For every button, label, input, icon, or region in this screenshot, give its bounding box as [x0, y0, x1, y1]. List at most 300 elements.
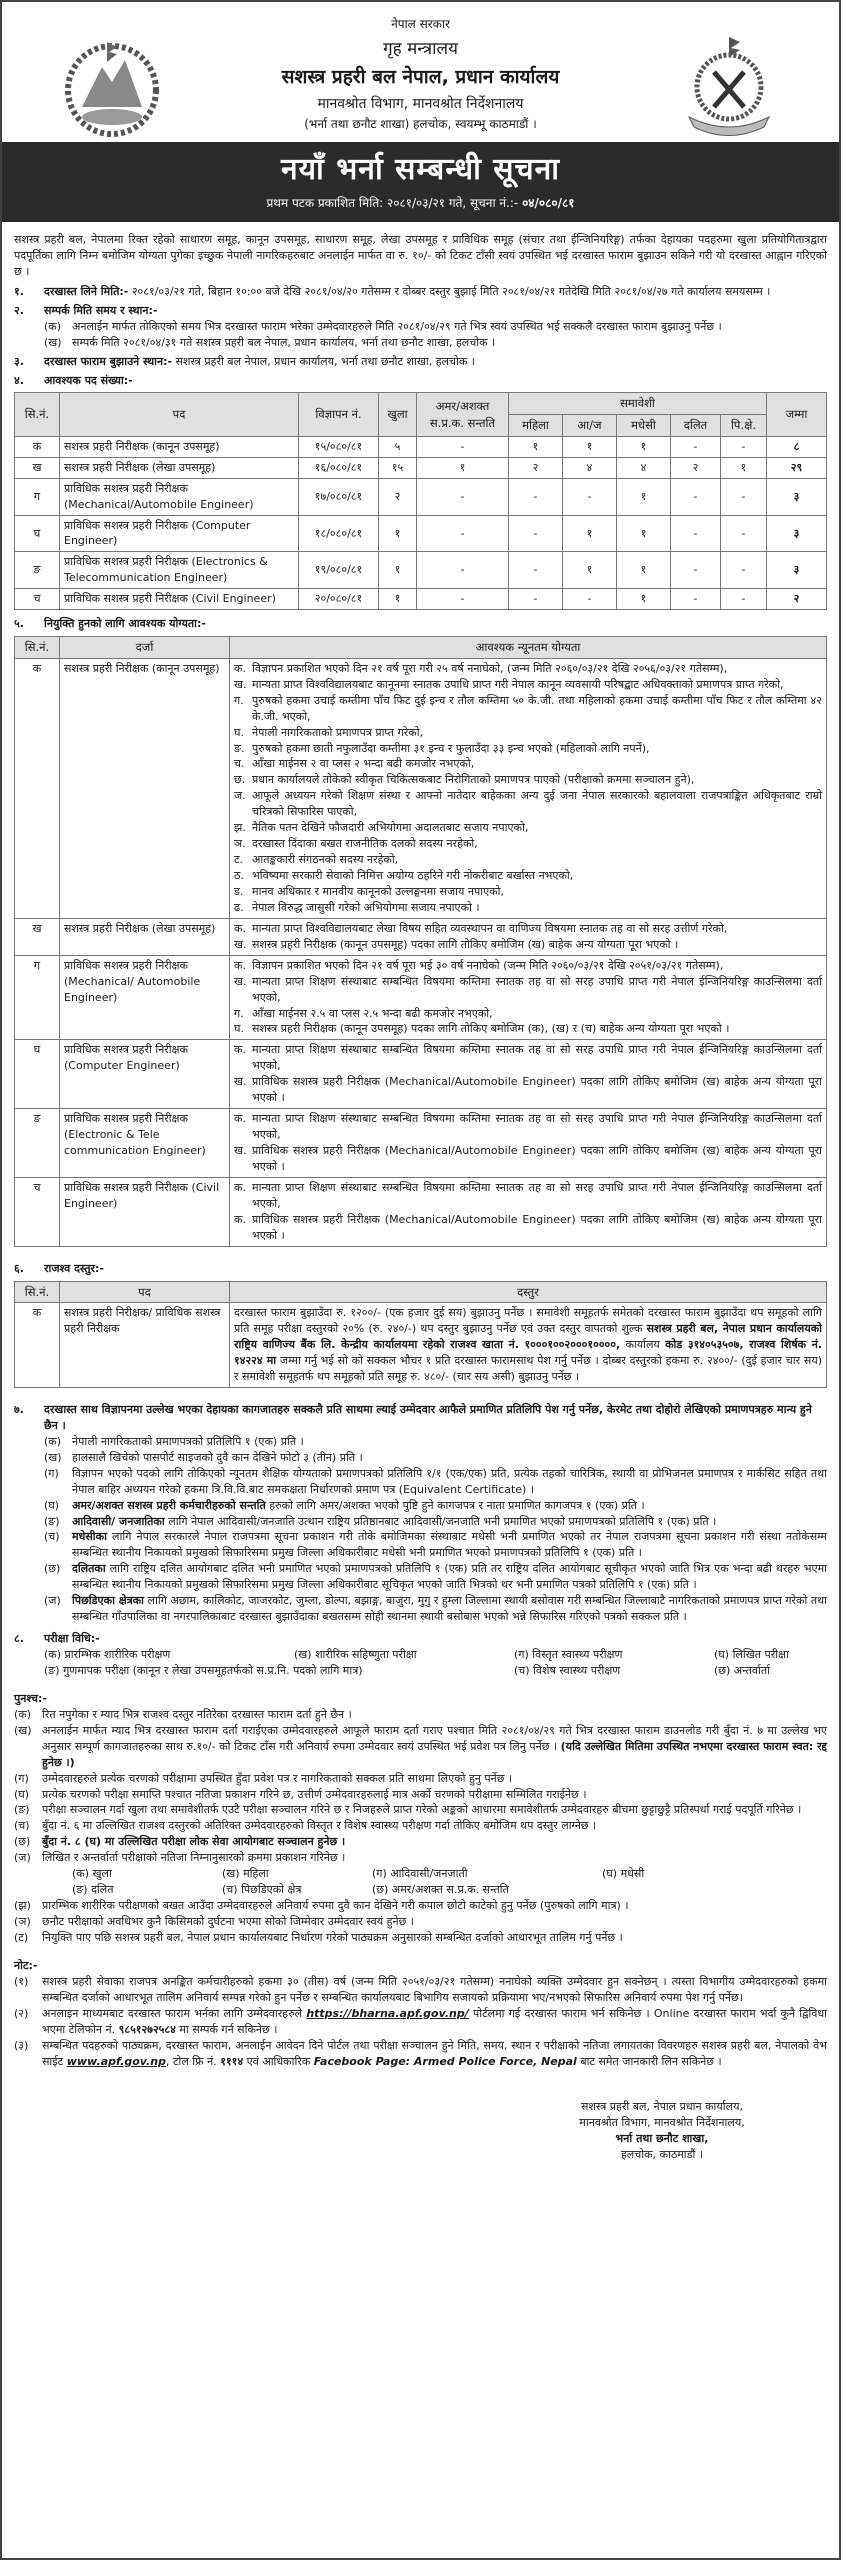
note-text: मा सम्पर्क गर्न सकिनेछ । — [179, 2022, 278, 2036]
item-body — [72, 1593, 827, 1625]
item-body — [72, 1514, 827, 1530]
result-order-item: (क) खुला — [72, 1867, 112, 1881]
item-text: नेपाली नागरिकताको प्रमाणपत्रको प्रतिलिपि १ (एक) प्रति । — [72, 1434, 304, 1448]
item-marker: झ. — [234, 821, 246, 835]
qualification-item — [234, 772, 822, 788]
item-text: मान्यता प्राप्त विश्वविद्यालयबाट कानूनमा स्नातक उपाधि प्राप्त गरी नेपाल कानून व्यवसायी परिषद्बाट अधिवक्ताको प्रमाणपत्र प्राप्त गरेको, — [252, 677, 784, 691]
cell-adv: १८/०८०/८१ — [299, 515, 379, 552]
cell-martyr: १ — [417, 457, 509, 478]
item-marker: (ज) — [44, 1594, 61, 1608]
postscript-item — [14, 1850, 827, 1866]
ministry-label: गृह मन्त्रालय — [383, 39, 458, 60]
item-body — [72, 1450, 827, 1466]
result-order-item: (छ) अमर/अशक्त स.प्र.क. सन्तति — [372, 1883, 509, 1897]
cell-qualifications — [230, 955, 827, 1040]
item-text: लागि राष्ट्रिय दलित आयोगबाट दलित भनी प्रमाणित भएको प्रमाणपत्रको प्रतिलिपि १ (एक) प्रति तर राष्ट्रिय दलित आयोगबाट सूचीकृत भएको जाति भित्र एक भन्दा बढी थरहरु भएमा सम्बन्धित स्थानीय निकायको प्रमुखको सिफारिसमा प्रमुख जिल्ला अधिकारीबाट सूचिकृत भएको जाति भित्रको थर भनी प्रमाणित पत्रको प्रतिलिपि १ (एक) प्रति । — [72, 1562, 827, 1592]
section-label: नियुक्ति हुनको लागि आवश्यक योग्यता:- — [44, 617, 206, 631]
qualification-item — [234, 788, 822, 820]
item-text: नेपाल विरुद्ध जासुसी गरेको अभियोगमा सजाय नपाएको । — [252, 900, 480, 914]
col-qualification: आवश्यक न्यूनतम योग्यता — [230, 637, 827, 659]
item-marker: (छ) — [44, 1562, 61, 1576]
notice-title: नयाँ भर्ना सम्बन्धी सूचना — [280, 152, 561, 187]
col-sn: सि.नं. — [15, 637, 60, 659]
item-marker: ढ. — [234, 900, 244, 914]
qualification-item — [234, 756, 822, 772]
qualification-item — [234, 900, 822, 916]
cell-open: १ — [379, 515, 417, 552]
qualification-item — [234, 852, 822, 868]
item-text: मान्यता प्राप्त शिक्षण संस्थाबाट सम्बन्धित विषयमा कम्तिमा स्नातक तह वा सो सरह उपाधि प्राप्त गरी नेपाल ईन्जिनियरिङ्ग काउन्सिलमा दर्ता भएको, — [252, 1180, 822, 1210]
item-body — [42, 1930, 827, 1946]
item-marker: (च) — [14, 1819, 30, 1833]
note-marker: (२) — [14, 2006, 29, 2020]
cell-qualifications — [230, 918, 827, 955]
cell-backward: - — [721, 436, 767, 457]
postscript-item — [14, 1898, 827, 1914]
item-text: पुरुषको हकमा उचाई कम्तीमा पाँच फिट दुई इन्च र तौल कम्तिमा ५० के.जी. तथा महिलाको हकमा उचाई कम्तीमा पाँच फिट र तौल कम्तिमा ४२ के.जी. भएको, — [252, 693, 822, 723]
postscript-item — [14, 1818, 827, 1834]
cell-madhesi: १ — [617, 515, 671, 552]
apf-emblem-icon — [674, 32, 784, 142]
item-text: लागि नेपाल आदिवासी/जनजाति उत्थान राष्ट्रिय प्रतिष्ठानबाट आदिवासी/जनजाति भनी प्रमाणित भएको प्रमाणपत्रको प्रतिलिपि १ (एक) प्रति । — [168, 1514, 717, 1528]
section-label: राजश्व दस्तुर:- — [44, 1261, 104, 1275]
note-item — [14, 2006, 827, 2038]
signature-line: हलचोक, काठमाडौं । — [620, 2148, 704, 2162]
col-post: पद — [60, 393, 299, 436]
cell-janajati: १ — [563, 552, 617, 589]
cell-sn: ग — [15, 478, 60, 515]
note-text: अनलाइन माध्यमबाट दरखास्त फाराम भर्नका लागि उम्मेदवारहरुले — [42, 2006, 303, 2020]
item-marker: ग. — [234, 1006, 244, 1020]
item-body — [72, 1434, 827, 1450]
cell-rank: सशस्त्र प्रहरी निरीक्षक (लेखा उपसमूह) — [60, 918, 230, 955]
cell-martyr: - — [417, 515, 509, 552]
item-body — [42, 1818, 827, 1834]
item-marker: (ख) — [44, 335, 62, 349]
cell-sn: च — [15, 1177, 60, 1246]
note-item — [14, 1974, 827, 2006]
col-martyr: अमर/अशक्त स.प्र.क. सन्तति — [417, 393, 509, 436]
col-inclusive: समावेशी — [509, 393, 767, 415]
postscript-item — [14, 1834, 827, 1850]
item-body — [42, 1787, 827, 1803]
cell-janajati: १ — [563, 515, 617, 552]
item-bold: पिछडिएका क्षेत्रका — [72, 1594, 145, 1608]
item-marker: (ग) — [44, 1466, 59, 1480]
section-number: ८. — [14, 1632, 24, 1646]
signature-block — [537, 2099, 787, 2163]
cell-rank: प्राविधिक सशस्त्र प्रहरी निरीक्षक (Computer Engineer) — [60, 1040, 230, 1109]
cell-sn: क — [15, 1303, 60, 1388]
cell-open: १ — [379, 552, 417, 589]
toll-free-number: १११४ — [220, 2054, 244, 2068]
item-body — [42, 1802, 827, 1818]
section-label: दरखास्त लिने मिति:- — [44, 284, 129, 298]
item-marker: (ञ) — [14, 1915, 31, 1928]
note-text: सम्बन्धित पदहरुको पाठ्यक्रम, दरखास्त फाराम, अनलाईन आवेदन दिने पोर्टल तथा परीक्षा सञ्चालन हुने मिति, समय, स्थान र परीक्षाको नतिजा लगायतका विवरणहरु सशस्त्र प्रहरी बल, नेपालको वेभ साईट — [42, 2038, 827, 2068]
result-order-item: (ङ) दलित — [72, 1883, 114, 1897]
col-backward: पि.क्षे. — [721, 415, 767, 437]
item-marker: क. — [234, 1180, 246, 1194]
cell-martyr: - — [417, 552, 509, 589]
item-marker: ख. — [234, 1075, 247, 1089]
item-text: अनलाईन मार्फत तोकिएको समय भित्र दरखास्त फाराम भरेका उम्मेदवारहरुले मिति २०८१/०४/२९ गते भित्र स्वयं उपस्थित भई सक्कलै दरखास्त फाराम बुझाउनु पर्नेछ । — [72, 319, 722, 333]
item-body — [42, 1707, 827, 1723]
item-text: आँखा माईनस २ वा प्लस २ भन्दा बढी कमजोर नभएको, — [252, 757, 475, 771]
intro-paragraph: सशस्त्र प्रहरी बल, नेपालमा रिक्त रहेको साधारण समूह, कानून उपसमूह, साधारण समूह, लेखा उपसमूह र प्राविधिक समूह (संचार तथा ईन्जिनियरिङ्ग) तर्फका देहायका पदहरुमा खुला प्रतियोगितात्रद्वारा पदपूर्तिका लागि निम्न बमोजिम योग्यता पुगेका इच्छुक नेपाली नागरिकहरुबाट अनलाईन मार्फत वा रु. १०/- को टिकट टाँसी स्वयं उपस्थित भई दरखास्त फाराम बुझाउन सकिने गरी यो दरखास्त आह्वान गरिएको छ । — [14, 233, 827, 278]
col-fee: दस्तुर — [230, 1281, 827, 1303]
item-marker: (ख) — [44, 1450, 62, 1464]
org-name: सशस्त्र प्रहरी बल नेपाल, प्रधान कार्यालय — [281, 66, 560, 89]
table-row — [15, 589, 827, 610]
qualification-item — [234, 677, 822, 693]
qualification-item — [234, 741, 822, 757]
cell-rank: प्राविधिक सशस्त्र प्रहरी निरीक्षक (Electronic & Tele communication Engineer) — [60, 1109, 230, 1178]
item-text: रित नपुगेका र म्याद भित्र राजश्व दस्तुर नतिरेका दरखास्त फाराम दर्ता हुने छैन । — [42, 1707, 352, 1721]
item-marker: (ग) — [14, 1771, 29, 1785]
qualification-item — [234, 1111, 822, 1143]
qualification-table — [14, 636, 827, 1246]
table-row — [15, 1303, 827, 1388]
cell-martyr: - — [417, 436, 509, 457]
postscript-item — [14, 1787, 827, 1803]
qualification-item — [234, 661, 822, 677]
item-marker: (झ) — [14, 1899, 31, 1913]
item-marker: (घ) — [14, 1787, 30, 1801]
col-open: खुला — [379, 393, 417, 436]
document-item — [14, 1561, 827, 1593]
item-text: लिखित र अन्तर्वार्ता परीक्षाको नतिजा निम्नानुसारको क्रममा प्रकाशन गरिनेछ । — [42, 1851, 346, 1865]
cell-qualifications — [230, 1177, 827, 1246]
postscript-item — [14, 1723, 827, 1771]
note-marker: (३) — [14, 2038, 29, 2052]
notice-number: ०४/०८०/८१ — [522, 195, 575, 210]
bank-account: सशस्त्र प्रहरी बल, नेपाल प्रधान कार्यालयको राष्ट्रिय वाणिज्य बैंक लि. केन्द्रीय कार्यालयमा रहेको राजश्व खाता नं. १०००१००२०००१००००, — [234, 1322, 822, 1352]
section-submission-place — [14, 354, 827, 370]
cell-janajati: ४ — [563, 457, 617, 478]
cell-dalit: - — [671, 552, 721, 589]
item-text: प्राविधिक सशस्त्र प्रहरी निरीक्षक (Mechanical/Automobile Engineer) पदका लागि तोकिए बमोजिम (ख) बाहेक अन्य योग्यता पूरा भएको । — [252, 1144, 822, 1173]
exam-item: (घ) लिखित परीक्षा — [714, 1648, 789, 1661]
item-bold: मधेसीका — [72, 1530, 107, 1544]
item-marker: ख. — [234, 1144, 247, 1158]
section-exam-method — [14, 1631, 827, 1647]
cell-sn: क — [15, 658, 60, 918]
item-marker: क. — [234, 1212, 246, 1226]
item-body — [42, 1850, 827, 1866]
nepal-government-emblem-icon — [57, 32, 167, 142]
result-order-item: (घ) मधेसी — [602, 1867, 645, 1881]
cell-post: प्राविधिक सशस्त्र प्रहरी निरीक्षक (Electronics & Telecommunication Engineer) — [60, 552, 299, 589]
signature-line: भर्ना तथा छनौट शाखा, — [615, 2132, 709, 2146]
table-row — [15, 1040, 827, 1109]
item-marker: ख. — [234, 937, 247, 951]
fee-text: जम्मा गर्नु भई सो को सक्कल भौचर १ प्रति दरखास्त फारामसाथ पेश गर्नु पर्नेछ । दोब्बर दस्तुरको हकमा रु. २४००/- (दुई हजार चार सय) र समावेशी समूहतर्फ थप समूहको प्रति समूह रु. ४८०/- (चार सय असी) बुझाउनु पर्नेछ । — [234, 1354, 822, 1383]
item-body — [42, 1914, 827, 1930]
col-adv-no: विज्ञापन नं. — [299, 393, 379, 436]
cell-madhesi: १ — [617, 552, 671, 589]
cell-post: प्राविधिक सशस्त्र प्रहरी निरीक्षक (Civil Engineer) — [60, 589, 299, 610]
section-text: २०८१/०३/२१ गते, बिहान १०:०० बजे देखि २०८१/०४/२० गतेसम्म र दोब्बर दस्तुर बुझाई मिति २०८१/०४/२१ गतेदेखि मिति २०८१/०४/२७ गते कार्यालय समयसम्म । — [131, 284, 771, 298]
cell-open: २ — [379, 478, 417, 515]
table-row — [15, 918, 827, 955]
cell-sn: च — [15, 589, 60, 610]
result-order-item: (च) पिछडिएको क्षेत्र — [222, 1883, 302, 1897]
qualification-item — [234, 1042, 822, 1074]
item-text: दरखास्त दिंदाका बखत राजनीतिक दलको सदस्य नरहेको, — [252, 837, 478, 851]
document-item — [14, 1450, 827, 1466]
item-body — [72, 1466, 827, 1498]
item-marker: ञ. — [234, 837, 246, 851]
item-text: लागि अछाम, कालिकोट, जाजरकोट, जुम्ला, डोल्पा, बझाङ्ग, बाजुरा, मुगु र हुम्ला जिल्लामा स्थायी बसोवास गरी सम्बन्धित जिल्लाबाटै नागरिकताको प्रमाणपत्र प्राप्त गरेको तथा सम्बन्धित गाँउपालिका वा नगरपालिकाबाट दरखास्त बुझाउँदाका बखतसम्म सोही स्थानमा स्थायी बसोबास भएको भन्ने सिफारिस गरिएको पत्रको सक्कल प्रति । — [72, 1594, 828, 1624]
item-text: मान्यता प्राप्त विश्वविद्यालयबाट लेखा विषय सहित व्यवस्थापन वा वाणिज्य विषयमा स्नातक तह वा सो सरह उत्तीर्ण गरेको, — [252, 921, 728, 935]
cell-open: १५ — [379, 457, 417, 478]
note-text: सशस्त्र प्रहरी सेवाका राजपत्र अनङ्कित कर्मचारीहरुको हकमा ३० (तीस) वर्ष (जन्म मिति २०५१/०३/२१ गतेसम्म) ननाघेको व्यक्ति उम्मेदवार हुन सक्नेछन् । त्यस्ता विभागीय उम्मेदवारहरुको हकमा सम्बन्धित दर्जाको आधारभूत तालिम अनिवार्य सम्पन्न गरेको हुन पर्नेछ र सम्बन्धित कार्यालयबाट बिभागिय सजायको प्रक्रियामा भए/नभएको सिफारिस अनिवार्य रुपमा पेश गर्नु पर्नेछ। — [42, 1974, 827, 2004]
item-text: प्रारम्भिक शारीरिक परीक्षणको बखत आउँदा उम्मेदवारहरुले अनिवार्य रुपमा दुवै कान देखिने गरी कपाल छोटो काटेको हुनु पर्नेछ (पुरुषको लागि मात्र) । — [42, 1899, 629, 1913]
section-number: १. — [14, 284, 24, 298]
document-item — [14, 1593, 827, 1625]
cell-dalit: - — [671, 515, 721, 552]
cell-adv: १५/०८०/८१ — [299, 436, 379, 457]
cell-post: सशस्त्र प्रहरी निरीक्षक (कानून उपसमूह) — [60, 436, 299, 457]
cell-sn: ङ — [15, 552, 60, 589]
item-marker: च. — [234, 757, 245, 771]
item-body — [42, 1834, 827, 1850]
section-label: परीक्षा विधि:- — [44, 1632, 100, 1646]
cell-women: १ — [509, 436, 563, 457]
cell-women: - — [509, 552, 563, 589]
cell-madhesi: १ — [617, 478, 671, 515]
col-post: पद — [60, 1281, 230, 1303]
qualification-item — [234, 725, 822, 741]
col-madhesi: मधेसी — [617, 415, 671, 437]
cell-dalit: २ — [671, 457, 721, 478]
section-number: ६. — [14, 1261, 24, 1275]
cell-backward: १ — [721, 457, 767, 478]
col-women: महिला — [509, 415, 563, 437]
document-item — [14, 1498, 827, 1514]
cell-post: सशस्त्र प्रहरी निरीक्षक (लेखा उपसमूह) — [60, 457, 299, 478]
cell-women: - — [509, 589, 563, 610]
qualification-item — [234, 693, 822, 725]
office-code: कोड ३१४०५३५०७, राजश्व शिर्षक नं. १४२२४ मा — [234, 1338, 823, 1368]
cell-dalit: - — [671, 478, 721, 515]
item-text: मानव अधिकार र मानवीय कानूनको उल्लङ्घनमा सजाय नपाएको, — [252, 884, 504, 898]
item-text: हरुको लागि अमर/अशक्त भएको पुष्टि हुने कागजपत्र र नाता प्रमाणित कागजपत्र १ (एक) प्रति । — [269, 1498, 645, 1512]
item-bold: दलितका — [72, 1562, 106, 1576]
item-marker: क. — [234, 661, 246, 675]
exam-item: (छ) अन्तर्वार्ता — [714, 1663, 770, 1677]
cell-adv: १६/०८०/८१ — [299, 457, 379, 478]
vacancy-table — [14, 392, 827, 610]
cell-qualifications — [230, 1040, 827, 1109]
cell-qualifications — [230, 1109, 827, 1178]
letterhead — [2, 2, 839, 142]
item-marker: ख. — [234, 677, 247, 691]
item-marker: (ख) — [14, 1723, 32, 1737]
col-rank: दर्जा — [60, 637, 230, 659]
item-marker: (क) — [44, 319, 62, 333]
col-dalit: दलित — [671, 415, 721, 437]
cell-open: ५ — [379, 436, 417, 457]
item-body — [42, 1771, 827, 1787]
item-marker: क. — [234, 921, 246, 935]
cell-fee — [230, 1303, 827, 1388]
postscript-heading: पुनश्च:- — [14, 1691, 47, 1705]
item-text: छनौट परीक्षाको अवधिभर कुनै किसिमको दुर्घटना भएमा सोको जिम्मेवार उम्मेदवार स्वयं हुनेछ । — [42, 1915, 414, 1928]
cell-madhesi: १ — [617, 589, 671, 610]
postscript-item — [14, 1707, 827, 1723]
item-marker: क. — [234, 958, 246, 972]
cell-sn: ग — [15, 955, 60, 1040]
item-marker: (ज) — [14, 1851, 31, 1865]
item-marker: (क) — [14, 1707, 32, 1721]
postscript-item — [14, 1914, 827, 1930]
section-label: सम्पर्क मिति समय र स्थान:- — [44, 303, 158, 317]
result-order-item: (ख) महिला — [222, 1867, 269, 1881]
item-marker: ख. — [234, 974, 247, 988]
item-marker: (घ) — [44, 1498, 60, 1512]
qualification-item — [234, 1021, 822, 1037]
note-item — [14, 2038, 827, 2070]
item-marker: ग. — [234, 693, 244, 707]
item-marker: ङ. — [234, 741, 245, 755]
exam-item: (ख) शारीरिक सहिष्णुता परीक्षा — [294, 1648, 417, 1661]
cell-backward: - — [721, 552, 767, 589]
item-text: नियुक्ति पाए पछि सशस्त्र प्रहरी बल, नेपाल प्रधान कार्यालयबाट निर्धारण गरेको पाठ्यक्रम अनुसारको सम्बन्धित दर्जाको आधारभूत तालिम गर्नु पर्नेछ । — [42, 1930, 623, 1944]
item-marker: ठ. — [234, 869, 244, 883]
item-marker: (च) — [44, 1530, 60, 1544]
exam-item: (ग) विस्तृत स्वास्थ्य परीक्षण — [514, 1648, 623, 1661]
note-text: एवं आधिकारिक — [246, 2054, 311, 2068]
cell-backward: - — [721, 478, 767, 515]
item-marker: घ. — [234, 725, 244, 739]
cell-rank: सशस्त्र प्रहरी निरीक्षक (कानून उपसमूह) — [60, 658, 230, 918]
item-text: प्रधान कार्यालयले तोकेको स्वीकृत चिकित्सकबाट निरोगिताको प्रमाणपत्र पाएको (परीक्षाको क्रममा सञ्चालन हुने), — [252, 773, 695, 787]
notice-banner — [2, 142, 839, 222]
website-link[interactable]: www.apf.gov.np — [66, 2054, 166, 2068]
table-row — [15, 1177, 827, 1246]
table-row — [15, 436, 827, 457]
item-text: विज्ञापन भएको पदको लागि तोकिएको न्यूनतम शैक्षिक योग्यताको प्रमाणपत्रको प्रतिलिपि १/१ (एक/एक) प्रति, प्रत्येक तहको चारित्रिक, स्थायी वा प्रोभिजनल प्रमाणपत्र र मार्कसिट सहित तथा नेपाल बाहिर अध्ययन गरेको हकमा त्रि.वि.वि.बाट समकक्षता निर्धारणको प्रमाण पत्र (Equivalent Certificate) । — [72, 1466, 827, 1496]
item-body — [42, 1723, 827, 1771]
item-body — [42, 1898, 827, 1914]
notice-content — [2, 222, 839, 2183]
cell-sn: घ — [15, 1040, 60, 1109]
item-marker: ट. — [234, 853, 244, 867]
qualification-item — [234, 1074, 822, 1106]
qualification-item — [234, 921, 822, 937]
qualification-item — [234, 937, 822, 953]
cell-sn: ख — [15, 457, 60, 478]
section-label: आवश्यक पद संख्या:- — [44, 373, 133, 387]
qualification-item — [234, 868, 822, 884]
item-text: मान्यता प्राप्त शिक्षण संस्थाबाट सम्बन्धित विषयमा कम्तिमा स्नातक तह वा सो सरह उपाधि प्राप्त गरी नेपाल ईन्जिनियरिङ्ग काउन्सिलमा दर्ता भएको, — [252, 974, 822, 1004]
item-text: मान्यता प्राप्त शिक्षण संस्थाबाट सम्बन्धित विषयमा कम्तिमा स्नातक तह वा सो सरह उपाधि प्राप्त गरी नेपाल ईन्जिनियरिङ्ग काउन्सिलमा दर्ता भएको, — [252, 1043, 822, 1073]
col-total: जम्मा — [767, 393, 827, 436]
col-sn: सि.नं. — [15, 393, 60, 436]
item-bold: अमर/अशक्त सशस्त्र प्रहरी कर्मचारीहरुको सन्तति — [72, 1498, 266, 1512]
section-label: दरखास्त साथ विज्ञापनमा उल्लेख भएका देहायका कागजातहरु सक्कलै प्रति साथमा ल्याई उम्मेदवार आफैले प्रमाणित प्रतिलिपि पेश गर्नु पर्नेछ, केरमेट तथा दोहोरो लेखिएको प्रमाणपत्रहरु मान्य हुने छैन । — [44, 1402, 812, 1432]
qualification-item — [234, 1006, 822, 1022]
item-marker: (ङ) — [14, 1803, 30, 1817]
cell-sn: ङ — [15, 1109, 60, 1178]
cell-post: प्राविधिक सशस्त्र प्रहरी निरीक्षक (Mechanical/Automobile Engineer) — [60, 478, 299, 515]
item-text: सम्पर्क मिति २०८१/०४/३१ गते सशस्त्र प्रहरी बल नेपाल, प्रधान कार्यालय, भर्ना तथा छनौट शाखा, हलचोक । — [72, 335, 496, 349]
department-label: मानवश्रोत विभाग, मानवश्रोत निर्देशनालय — [317, 95, 524, 112]
signature-line: सशस्त्र प्रहरी बल, नेपाल प्रधान कार्यालय, — [581, 2100, 743, 2114]
cell-backward: - — [721, 589, 767, 610]
cell-rank: प्राविधिक सशस्त्र प्रहरी निरीक्षक (Mechanical/ Automobile Engineer) — [60, 955, 230, 1040]
cell-open: १ — [379, 589, 417, 610]
item-text: उम्मेदवारहरुले प्रत्येक चरणको परीक्षामा उपस्थित हुँदा प्रवेश पत्र र नागरिकताको सक्कल प्रति साथमा लिएको हुनु पर्नेछ । — [42, 1771, 513, 1785]
item-marker: (छ) — [14, 1835, 31, 1849]
facebook-page: Facebook Page: Armed Police Force, Nepal — [313, 2054, 577, 2068]
signature-line: मानवश्रोत विभाग, मानवश्रोत निर्देशनालय, — [579, 2116, 745, 2130]
cell-total: २ — [767, 589, 827, 610]
exam-item: (ङ) गुणमापक परीक्षा (कानून र लेखा उपसमूहतर्फको स.प्र.नि. पदको लागि मात्र) — [44, 1663, 363, 1677]
table-row — [15, 478, 827, 515]
fee-table — [14, 1281, 827, 1388]
item-text: आतङ्ककारी संगठनको सदस्य नरहेको, — [252, 853, 399, 867]
cell-qualifications — [230, 658, 827, 918]
item-text: प्राविधिक सशस्त्र प्रहरी निरीक्षक (Mechanical/Automobile Engineer) पदका लागि तोकिए बमोजिम (ख) बाहेक अन्य योग्यता पूरा भएको । — [252, 1212, 822, 1242]
item-text: आफूले अध्ययन गरेको शिक्षण संस्था र आफ्नो नातेदार बाहेकका अन्य दुई जना नेपाल सरकारको बहालवाला राजपत्राङ्कित अधिकृतबाट राम्रो चरित्रको सिफारिस पाएको, — [252, 789, 822, 819]
publication-info — [2, 195, 839, 212]
note-text: बाट समेत जानकारी लिन सकिनेछ । — [580, 2054, 722, 2068]
section-label: दरखास्त फाराम बुझाउने स्थान:- — [44, 354, 173, 368]
cell-madhesi: ४ — [617, 457, 671, 478]
item-bold: बुँदा नं. ८ (घ) मा उल्लिखित परीक्षा लोक सेवा आयोगबाट सञ्चालन हुनेछ । — [42, 1835, 346, 1849]
section-vacancies — [14, 373, 827, 389]
cell-madhesi: १ — [617, 436, 671, 457]
postscript-item — [14, 1771, 827, 1787]
cell-janajati: १ — [563, 436, 617, 457]
document-item — [14, 1434, 827, 1450]
col-sn: सि.नं. — [15, 1281, 60, 1303]
qualification-item — [234, 958, 822, 974]
postscript-item — [14, 1802, 827, 1818]
qualification-item — [234, 1143, 822, 1175]
table-row — [15, 552, 827, 589]
item-body — [72, 1561, 827, 1593]
item-body — [72, 1529, 827, 1561]
qualification-item — [234, 820, 822, 836]
item-text: सशस्त्र प्रहरी निरीक्षक (कानून उपसमूह) पदका लागि तोकिए बमोजिम (ख) बाहेक अन्य योग्यता पूरा भएको । — [252, 937, 679, 951]
section-number: ५. — [14, 617, 24, 631]
qualification-item — [234, 836, 822, 852]
document-item — [14, 1529, 827, 1561]
section-fees — [14, 1261, 827, 1277]
item-bold: आदिवासी/ जनजातिका — [72, 1514, 165, 1528]
item-marker: (ट) — [14, 1930, 29, 1944]
item-text: विज्ञापन प्रकाशित भएको दिन २१ वर्ष पूरा गरी २५ वर्ष ननाघेको, (जन्म मिति २०६०/०३/२१ देखि २०५६/०३/२१ गतेसम्म), — [252, 661, 728, 675]
cell-janajati: - — [563, 589, 617, 610]
qualification-item — [234, 884, 822, 900]
qualification-item — [234, 1180, 822, 1212]
phone-number: ९८५१२७२५८४ — [118, 2022, 176, 2036]
portal-link[interactable]: https://bharna.apf.gov.np/ — [306, 2006, 469, 2020]
cell-total: ३ — [767, 478, 827, 515]
item-text: प्रत्येक चरणको परीक्षा समाप्ति पश्चात नतिजा प्रकाशन गरिने छ, उत्तीर्ण उम्मेदवारहरुलाई मात्र अर्को चरणको परीक्षामा सम्मिलित गराईनेछ । — [42, 1787, 587, 1801]
item-text: बुँदा नं. ६ मा उल्लिखित राजश्व दस्तुरको अतिरिक्त उम्मेदवारहरुको विस्तृत र विशेष स्वास्थ्य परीक्षण गर्दा तोकिए बमोजिम थप दस्तुर लाग्नेछ । — [42, 1819, 597, 1833]
item-text: आँखा माईनस २.५ वा प्लस २.५ भन्दा बढी कमजोर नभएको, — [252, 1006, 493, 1020]
cell-rank: प्राविधिक सशस्त्र प्रहरी निरीक्षक (Civil Engineer) — [60, 1177, 230, 1246]
item-text: नेपाली नागरिकताको प्रमाणपत्र प्राप्त गरेको, — [252, 725, 424, 739]
section-contact — [14, 303, 827, 319]
note-marker: (१) — [14, 1974, 29, 1988]
item-text: हालसालै खिचेको पासपोर्ट साइजको दुवै कान देखिने फोटो ३ (तीन) प्रति । — [72, 1450, 363, 1464]
